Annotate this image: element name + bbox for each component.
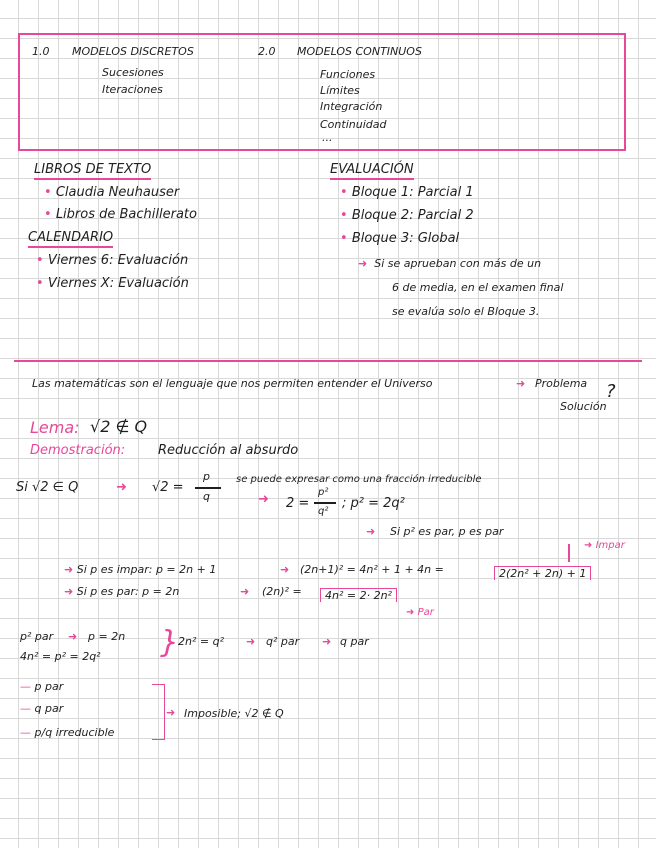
proof-irreducible-note: se puede expresar como una fracción irreducible	[236, 474, 482, 485]
proof-even-result: 4n² = 2· 2n²	[320, 588, 397, 602]
evaluacion-note-line-3: se evalúa solo el Bloque 3.	[392, 305, 540, 318]
arrow-right-icon: ➜	[240, 585, 250, 598]
proof-even-square: (2n)² =	[262, 585, 302, 598]
arrow-right-icon: ➜	[64, 585, 74, 598]
lema-label: Lema:	[30, 418, 80, 437]
demostracion-label: Demostración:	[30, 443, 126, 458]
proof-q-even: q par	[340, 635, 369, 648]
proof-if-sqrt2-rational: Si √2 ∈ Q	[16, 480, 79, 495]
proof-sqrt2-eq: √2 =	[152, 480, 184, 495]
proof-two-den: q²	[318, 506, 329, 517]
proof-p2-even-p-even: Si p² es par, p es par	[390, 525, 504, 538]
section-divider	[14, 360, 642, 362]
proof-frac-den: q	[203, 490, 210, 503]
intro-question-mark: ?	[606, 381, 616, 402]
lema-statement: √2 ∉ Q	[90, 417, 148, 436]
unit2-title: MODELOS CONTINUOS	[297, 45, 422, 58]
concl-item-2: — q par	[20, 702, 64, 715]
calendario-title: CALENDARIO	[28, 230, 113, 248]
calendario-item-1: • Viernes 6: Evaluación	[36, 253, 189, 268]
arrow-right-icon: ➜	[258, 492, 269, 507]
arrow-right-icon: ➜	[246, 635, 256, 648]
evaluacion-note-line-1: ➜ Si se aprueban con más de un	[358, 257, 542, 270]
unit2-item-3: Integración	[320, 100, 383, 113]
calendario-item-2: • Viernes X: Evaluación	[36, 276, 189, 291]
conclusion-text: Imposible; √2 ∉ Q	[184, 707, 284, 720]
proof-p2-eq-2q2: ; p² = 2q²	[342, 496, 405, 511]
arrow-right-icon: ➜	[280, 563, 290, 576]
arrow-right-icon: ➜	[68, 630, 78, 643]
impar-connector	[568, 544, 570, 562]
arrow-right-icon: ➜	[116, 480, 127, 495]
par-label: ➜ Par	[406, 607, 434, 618]
libros-item-2: • Libros de Bachillerato	[44, 207, 197, 222]
intro-text: Las matemáticas son el lenguaje que nos permiten entender el Universo	[32, 377, 433, 390]
fraction-bar	[195, 487, 221, 489]
conclusion-bracket	[152, 684, 165, 740]
unit2-item-4: Continuidad	[320, 118, 387, 131]
arrow-right-icon: ➜	[366, 525, 376, 538]
intro-solucion: Solución	[560, 400, 607, 413]
impar-label: ➜ Impar	[584, 540, 625, 551]
unit2-item-1: Funciones	[320, 68, 376, 81]
evaluacion-item-1: • Bloque 1: Parcial 1	[340, 185, 474, 200]
evaluacion-item-2: • Bloque 2: Parcial 2	[340, 208, 474, 223]
arrow-right-icon: ➜	[64, 563, 74, 576]
proof-two-num: p²	[318, 487, 329, 498]
proof-chain: 4n² = p² = 2q²	[20, 650, 101, 663]
unit1-title: MODELOS DISCRETOS	[72, 45, 194, 58]
proof-q2-even: q² par	[266, 635, 300, 648]
fraction-bar	[314, 502, 336, 504]
evaluacion-title: EVALUACIÓN	[330, 162, 414, 180]
arrow-right-icon: ➜	[516, 377, 526, 390]
proof-case-even: ➜ Si p es par: p = 2n	[64, 585, 180, 598]
proof-two-eq: 2 =	[286, 496, 310, 511]
arrow-right-icon: ➜	[358, 257, 368, 270]
evaluacion-note-line-2: 6 de media, en el examen final	[392, 281, 564, 294]
unit1-item-1: Sucesiones	[102, 66, 164, 79]
proof-odd-result: 2(2n² + 2n) + 1	[494, 566, 591, 580]
proof-odd-expansion: (2n+1)² = 4n² + 1 + 4n =	[300, 563, 444, 576]
brace-icon: }	[160, 625, 180, 660]
proof-case-odd: ➜ Si p es impar: p = 2n + 1	[64, 563, 217, 576]
libros-item-1: • Claudia Neuhauser	[44, 185, 180, 200]
unit1-num: 1.0	[32, 45, 50, 58]
unit2-num: 2.0	[258, 45, 276, 58]
demostracion-method: Reducción al absurdo	[158, 443, 299, 458]
concl-item-3: — p/q irreducible	[20, 726, 115, 739]
evaluacion-item-3: • Bloque 3: Global	[340, 231, 460, 246]
unit2-item-2: Límites	[320, 84, 360, 97]
arrow-right-icon: ➜	[322, 635, 332, 648]
unit1-item-2: Iteraciones	[102, 83, 163, 96]
proof-frac-num: p	[203, 470, 210, 483]
proof-p2-even: p² par	[20, 630, 54, 643]
proof-2n2-eq-q2: 2n² = q²	[178, 635, 224, 648]
proof-p-eq-2n: p = 2n	[88, 630, 126, 643]
arrow-right-icon: ➜	[166, 706, 176, 719]
libros-title: LIBROS DE TEXTO	[34, 162, 151, 180]
intro-problema: Problema	[535, 377, 588, 390]
unit2-item-5: ...	[322, 131, 333, 144]
concl-item-1: — p par	[20, 680, 64, 693]
